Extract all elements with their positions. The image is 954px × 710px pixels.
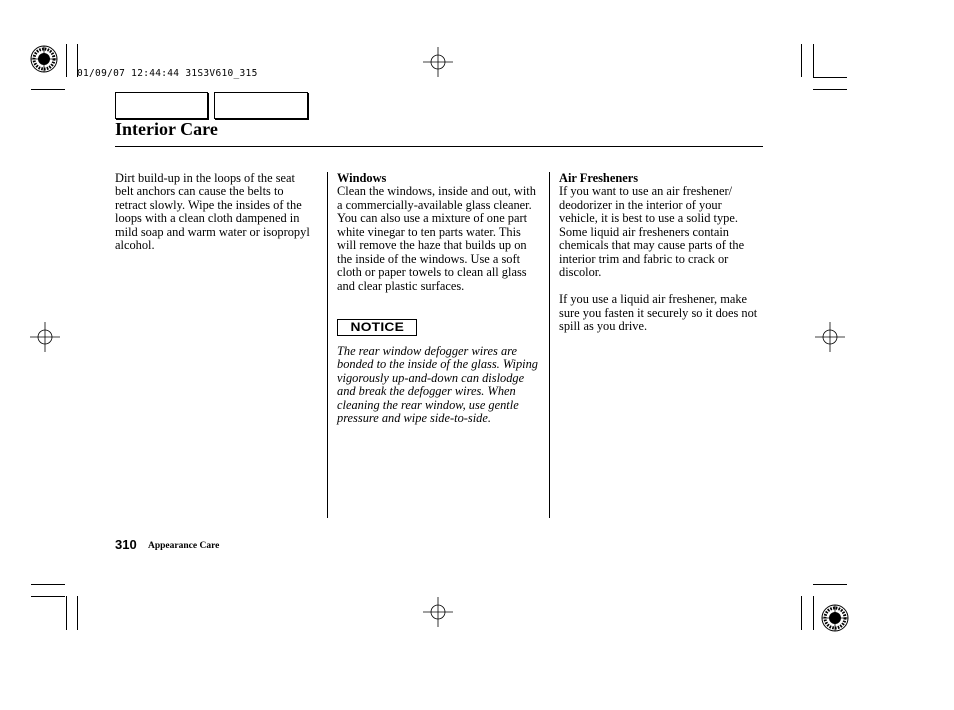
crop-mark-line (66, 44, 67, 77)
header-tab-box (214, 92, 308, 119)
windows-heading: Windows (337, 171, 387, 185)
crop-mark-line (813, 77, 847, 78)
crop-mark-line (801, 596, 802, 630)
air-freshener-paragraph-1: If you want to use an air freshener/ deodorizer in the interior of your vehicle, it is best to use a solid type. Some liquid air fresheners contain chemicals that may cause parts of the interior trim and fabric to crack or discolor. (559, 184, 745, 280)
crop-mark-line (31, 584, 65, 585)
header-tab-box (115, 92, 208, 119)
registration-crosshair-icon (423, 47, 453, 77)
crop-mark-line (66, 596, 67, 630)
air-fresheners-heading: Air Fresheners (559, 171, 639, 185)
crop-mark-line (813, 89, 847, 90)
seat-belt-care-paragraph: Dirt build-up in the loops of the seat belt anchors can cause the belts to retract slowly. Wipe the insides of the loops with a clean cloth dampened in mild soap and warm water or isopropyl alcohol. (115, 171, 310, 253)
crop-mark-line (801, 44, 802, 77)
registration-crosshair-icon (30, 322, 60, 352)
crop-mark-line (813, 584, 847, 585)
windows-paragraph: Clean the windows, inside and out, with a commercially-available glass cleaner. You can also use a mixture of one part white vinegar to ten parts water. This will remove the haze that builds up on the inside of the windows. Use a soft cloth or paper towels to clean all glass and clear plastic surfaces. (337, 184, 536, 293)
page-title: Interior Care (115, 119, 218, 139)
left-column (115, 172, 315, 253)
footer-section-name: Appearance Care (148, 541, 220, 551)
defogger-notice-paragraph: The rear window defogger wires are bonded to the inside of the glass. Wiping vigorously up-and-down can dislodge and break the defogger wires. When cleaning the rear window, use gentle pressure and wipe side-to-side. (337, 344, 538, 426)
page-number: 310 (115, 537, 137, 552)
print-stamp: 01/09/07 12:44:44 31S3V610_315 (77, 68, 258, 79)
registration-crosshair-icon (423, 597, 453, 627)
crop-mark-line (813, 596, 814, 630)
registration-crosshair-icon (815, 322, 845, 352)
title-rule (115, 146, 763, 147)
column-divider (327, 172, 328, 518)
column-divider (549, 172, 550, 518)
right-column (559, 172, 763, 333)
registration-starburst-icon (820, 603, 850, 633)
middle-column (337, 172, 542, 293)
registration-starburst-icon (29, 44, 59, 74)
notice-text-block (337, 345, 542, 426)
crop-mark-line (77, 596, 78, 630)
notice-label-text: NOTICE (350, 320, 404, 334)
crop-mark-line (31, 596, 65, 597)
notice-label (337, 319, 417, 336)
crop-mark-line (813, 44, 814, 77)
crop-mark-line (31, 89, 65, 90)
air-freshener-paragraph-2: If you use a liquid air freshener, make sure you fasten it securely so it does not spill as you drive. (559, 292, 758, 333)
